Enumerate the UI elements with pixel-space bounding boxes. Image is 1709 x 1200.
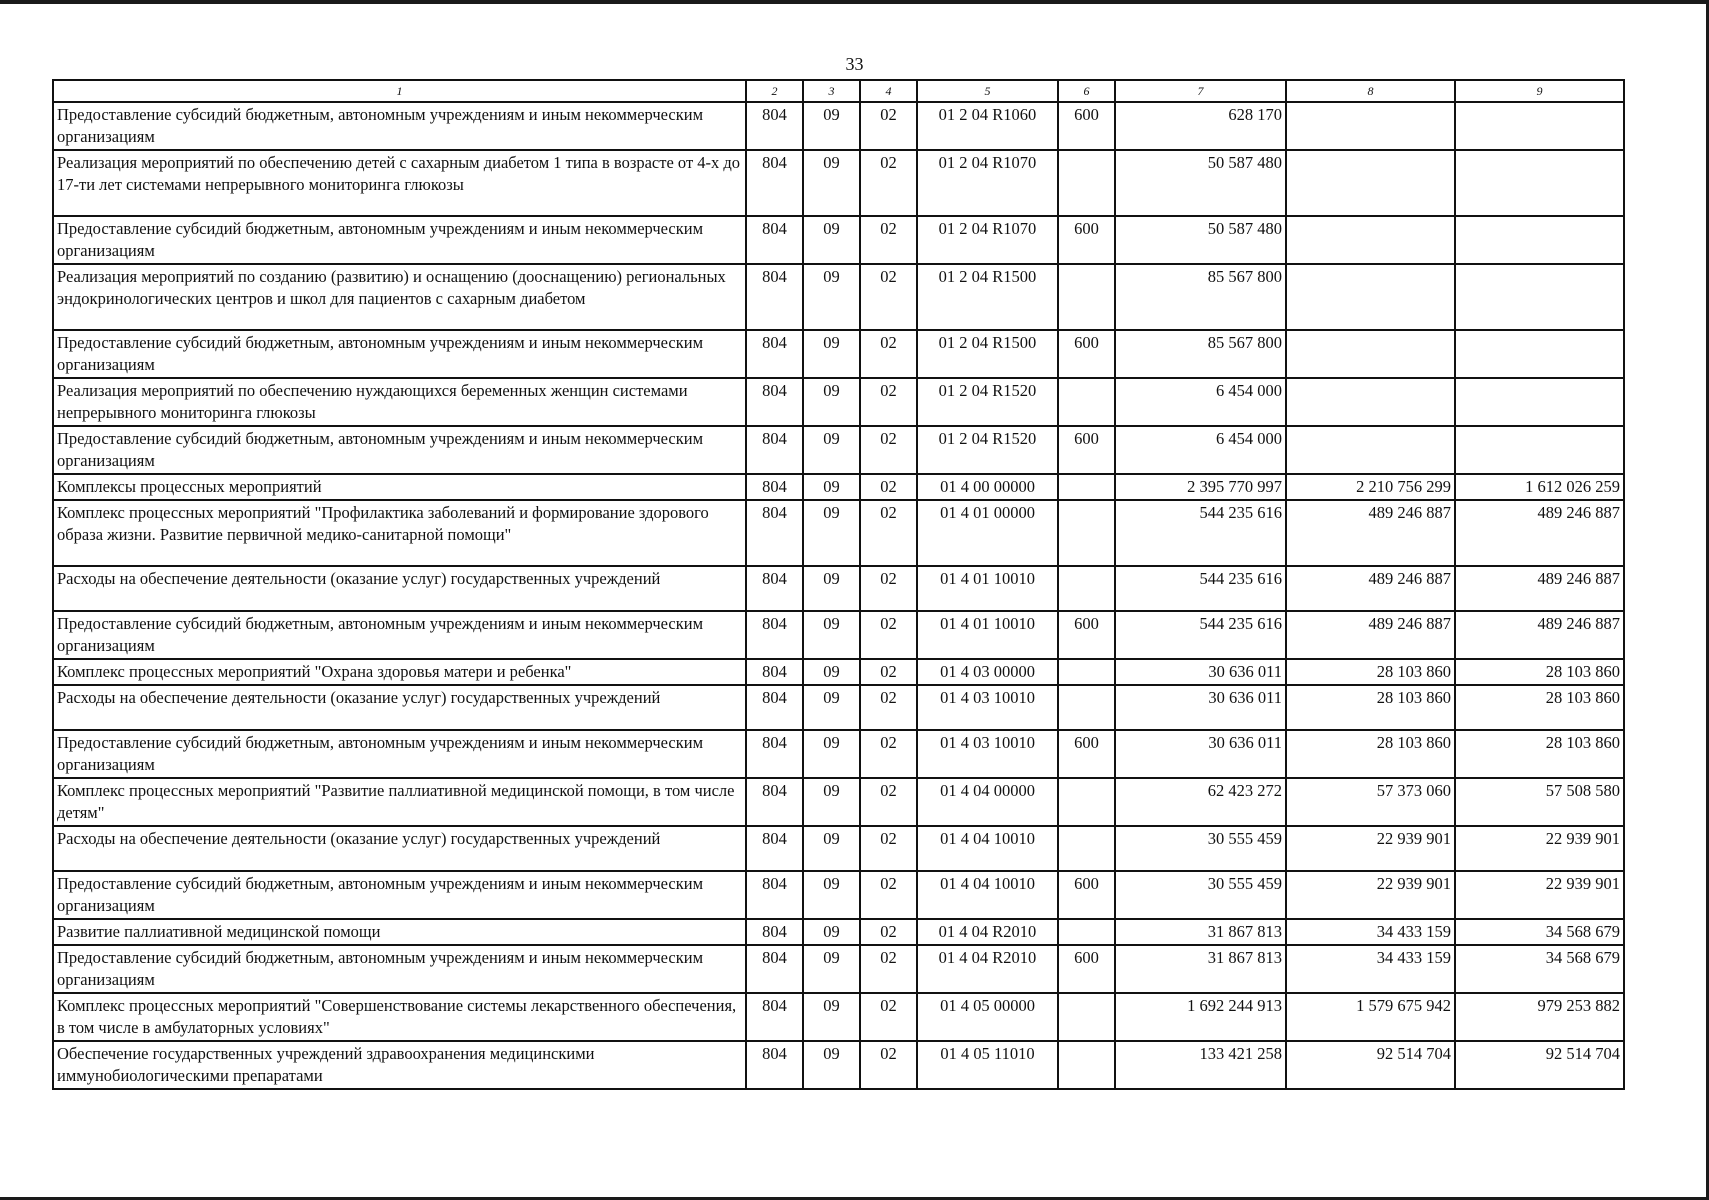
amount-year-3: 489 246 887 [1455,500,1624,566]
amount-year-3: 979 253 882 [1455,993,1624,1041]
expense-type-code [1058,150,1115,216]
amount-year-3: 489 246 887 [1455,611,1624,659]
expense-type-code [1058,500,1115,566]
ministry-code: 804 [746,919,803,945]
expense-type-code [1058,993,1115,1041]
budget-table [52,79,1625,1090]
target-article-code: 01 2 04 R1520 [917,378,1058,426]
amount-year-2: 28 103 860 [1286,659,1455,685]
target-article-code: 01 4 05 00000 [917,993,1058,1041]
expense-type-code [1058,264,1115,330]
section-code: 09 [803,330,860,378]
column-header: 4 [860,80,917,102]
expense-type-code [1058,474,1115,500]
target-article-code: 01 2 04 R1500 [917,264,1058,330]
table-row [53,474,1624,500]
row-name: Предоставление субсидий бюджетным, автономным учреждениям и иным некоммерческим организациям [53,426,746,474]
table-body [53,102,1624,1089]
row-name: Реализация мероприятий по обеспечению нуждающихся беременных женщин системами непрерывного мониторинга глюкозы [53,378,746,426]
amount-year-1: 2 395 770 997 [1115,474,1286,500]
amount-year-3: 57 508 580 [1455,778,1624,826]
target-article-code: 01 4 04 R2010 [917,945,1058,993]
subsection-code: 02 [860,500,917,566]
row-name: Предоставление субсидий бюджетным, автономным учреждениям и иным некоммерческим организациям [53,611,746,659]
row-name: Комплекс процессных мероприятий "Охрана здоровья матери и ребенка" [53,659,746,685]
expense-type-code: 600 [1058,216,1115,264]
subsection-code: 02 [860,778,917,826]
table-row [53,945,1624,993]
amount-year-2: 22 939 901 [1286,826,1455,871]
ministry-code: 804 [746,778,803,826]
expense-type-code: 600 [1058,871,1115,919]
expense-type-code: 600 [1058,730,1115,778]
row-name: Предоставление субсидий бюджетным, автономным учреждениям и иным некоммерческим организациям [53,330,746,378]
amount-year-3: 92 514 704 [1455,1041,1624,1089]
subsection-code: 02 [860,826,917,871]
amount-year-1: 544 235 616 [1115,566,1286,611]
ministry-code: 804 [746,1041,803,1089]
amount-year-1: 85 567 800 [1115,264,1286,330]
subsection-code: 02 [860,730,917,778]
target-article-code: 01 4 01 10010 [917,611,1058,659]
amount-year-3: 28 103 860 [1455,730,1624,778]
expense-type-code [1058,685,1115,730]
amount-year-3: 489 246 887 [1455,566,1624,611]
target-article-code: 01 4 00 00000 [917,474,1058,500]
ministry-code: 804 [746,945,803,993]
ministry-code: 804 [746,826,803,871]
section-code: 09 [803,150,860,216]
section-code: 09 [803,659,860,685]
ministry-code: 804 [746,102,803,150]
table-row [53,150,1624,216]
section-code: 09 [803,474,860,500]
table-row [53,871,1624,919]
section-code: 09 [803,993,860,1041]
subsection-code: 02 [860,426,917,474]
target-article-code: 01 4 04 R2010 [917,919,1058,945]
amount-year-3: 1 612 026 259 [1455,474,1624,500]
table-row [53,993,1624,1041]
subsection-code: 02 [860,659,917,685]
ministry-code: 804 [746,150,803,216]
ministry-code: 804 [746,474,803,500]
amount-year-1: 85 567 800 [1115,330,1286,378]
table-row [53,730,1624,778]
ministry-code: 804 [746,993,803,1041]
table-row [53,378,1624,426]
amount-year-3 [1455,330,1624,378]
amount-year-3 [1455,102,1624,150]
amount-year-3 [1455,150,1624,216]
column-header: 6 [1058,80,1115,102]
amount-year-1: 544 235 616 [1115,611,1286,659]
amount-year-3: 28 103 860 [1455,685,1624,730]
ministry-code: 804 [746,330,803,378]
table-row [53,919,1624,945]
row-name: Развитие паллиативной медицинской помощи [53,919,746,945]
table-row [53,826,1624,871]
subsection-code: 02 [860,1041,917,1089]
section-code: 09 [803,102,860,150]
expense-type-code [1058,778,1115,826]
row-name: Предоставление субсидий бюджетным, автономным учреждениям и иным некоммерческим организациям [53,102,746,150]
row-name: Комплексы процессных мероприятий [53,474,746,500]
amount-year-1: 30 636 011 [1115,730,1286,778]
amount-year-3 [1455,264,1624,330]
expense-type-code [1058,378,1115,426]
amount-year-2: 489 246 887 [1286,611,1455,659]
amount-year-2 [1286,330,1455,378]
row-name: Расходы на обеспечение деятельности (оказание услуг) государственных учреждений [53,566,746,611]
amount-year-2: 489 246 887 [1286,500,1455,566]
target-article-code: 01 4 04 10010 [917,871,1058,919]
ministry-code: 804 [746,500,803,566]
table-row [53,778,1624,826]
amount-year-3: 22 939 901 [1455,826,1624,871]
column-header: 8 [1286,80,1455,102]
target-article-code: 01 4 03 10010 [917,685,1058,730]
subsection-code: 02 [860,919,917,945]
section-code: 09 [803,685,860,730]
target-article-code: 01 4 03 10010 [917,730,1058,778]
expense-type-code: 600 [1058,945,1115,993]
ministry-code: 804 [746,216,803,264]
row-name: Реализация мероприятий по обеспечению детей с сахарным диабетом 1 типа в возрасте от 4-х до 17-ти лет системами непрерывного мониторинга глюкозы [53,150,746,216]
amount-year-2: 1 579 675 942 [1286,993,1455,1041]
amount-year-2: 57 373 060 [1286,778,1455,826]
subsection-code: 02 [860,611,917,659]
section-code: 09 [803,730,860,778]
amount-year-1: 30 636 011 [1115,685,1286,730]
amount-year-2 [1286,150,1455,216]
expense-type-code [1058,1041,1115,1089]
target-article-code: 01 2 04 R1070 [917,216,1058,264]
table-row [53,102,1624,150]
amount-year-1: 628 170 [1115,102,1286,150]
amount-year-3: 34 568 679 [1455,945,1624,993]
amount-year-1: 31 867 813 [1115,919,1286,945]
amount-year-3 [1455,378,1624,426]
ministry-code: 804 [746,566,803,611]
target-article-code: 01 2 04 R1060 [917,102,1058,150]
amount-year-1: 50 587 480 [1115,150,1286,216]
subsection-code: 02 [860,150,917,216]
table-row [53,566,1624,611]
subsection-code: 02 [860,993,917,1041]
amount-year-1: 30 555 459 [1115,826,1286,871]
expense-type-code: 600 [1058,611,1115,659]
row-name: Реализация мероприятий по созданию (развитию) и оснащению (дооснащению) региональных эндокринологических центров и школ для пациентов с сахарным диабетом [53,264,746,330]
amount-year-1: 62 423 272 [1115,778,1286,826]
amount-year-1: 31 867 813 [1115,945,1286,993]
column-header: 9 [1455,80,1624,102]
expense-type-code: 600 [1058,102,1115,150]
target-article-code: 01 4 01 00000 [917,500,1058,566]
subsection-code: 02 [860,216,917,264]
subsection-code: 02 [860,330,917,378]
table-row [53,611,1624,659]
amount-year-2: 28 103 860 [1286,730,1455,778]
column-header: 7 [1115,80,1286,102]
subsection-code: 02 [860,566,917,611]
expense-type-code: 600 [1058,330,1115,378]
table-row [53,264,1624,330]
section-code: 09 [803,778,860,826]
amount-year-2 [1286,216,1455,264]
subsection-code: 02 [860,378,917,426]
amount-year-2 [1286,102,1455,150]
row-name: Предоставление субсидий бюджетным, автономным учреждениям и иным некоммерческим организациям [53,871,746,919]
subsection-code: 02 [860,474,917,500]
row-name: Расходы на обеспечение деятельности (оказание услуг) государственных учреждений [53,685,746,730]
amount-year-2: 34 433 159 [1286,945,1455,993]
row-name: Комплекс процессных мероприятий "Совершенствование системы лекарственного обеспечения, в том числе в амбулаторных условиях" [53,993,746,1041]
amount-year-2 [1286,264,1455,330]
column-number-row [53,80,1624,102]
subsection-code: 02 [860,264,917,330]
section-code: 09 [803,378,860,426]
table-row [53,330,1624,378]
table-row [53,426,1624,474]
subsection-code: 02 [860,871,917,919]
amount-year-1: 133 421 258 [1115,1041,1286,1089]
scan-border-top [0,0,1709,4]
target-article-code: 01 4 03 00000 [917,659,1058,685]
amount-year-3: 34 568 679 [1455,919,1624,945]
expense-type-code: 600 [1058,426,1115,474]
ministry-code: 804 [746,659,803,685]
amount-year-1: 6 454 000 [1115,378,1286,426]
row-name: Предоставление субсидий бюджетным, автономным учреждениям и иным некоммерческим организациям [53,216,746,264]
amount-year-2: 34 433 159 [1286,919,1455,945]
target-article-code: 01 2 04 R1500 [917,330,1058,378]
section-code: 09 [803,426,860,474]
amount-year-3 [1455,216,1624,264]
amount-year-3: 28 103 860 [1455,659,1624,685]
ministry-code: 804 [746,611,803,659]
column-header: 5 [917,80,1058,102]
section-code: 09 [803,826,860,871]
row-name: Предоставление субсидий бюджетным, автономным учреждениям и иным некоммерческим организациям [53,730,746,778]
table-row [53,1041,1624,1089]
amount-year-1: 30 636 011 [1115,659,1286,685]
row-name: Обеспечение государственных учреждений здравоохранения медицинскими иммунобиологическими препаратами [53,1041,746,1089]
amount-year-2: 2 210 756 299 [1286,474,1455,500]
target-article-code: 01 4 05 11010 [917,1041,1058,1089]
amount-year-3 [1455,426,1624,474]
section-code: 09 [803,264,860,330]
ministry-code: 804 [746,685,803,730]
subsection-code: 02 [860,945,917,993]
target-article-code: 01 4 04 00000 [917,778,1058,826]
expense-type-code [1058,566,1115,611]
amount-year-1: 50 587 480 [1115,216,1286,264]
row-name: Комплекс процессных мероприятий "Профилактика заболеваний и формирование здорового образа жизни. Развитие первичной медико-санитарной помощи" [53,500,746,566]
table-row [53,500,1624,566]
page-number: 33 [845,54,864,74]
amount-year-2: 22 939 901 [1286,871,1455,919]
target-article-code: 01 2 04 R1520 [917,426,1058,474]
amount-year-1: 6 454 000 [1115,426,1286,474]
amount-year-2 [1286,378,1455,426]
expense-type-code [1058,826,1115,871]
expense-type-code [1058,659,1115,685]
section-code: 09 [803,500,860,566]
amount-year-3: 22 939 901 [1455,871,1624,919]
ministry-code: 804 [746,426,803,474]
amount-year-2: 28 103 860 [1286,685,1455,730]
section-code: 09 [803,945,860,993]
amount-year-1: 30 555 459 [1115,871,1286,919]
column-header: 2 [746,80,803,102]
expense-type-code [1058,919,1115,945]
ministry-code: 804 [746,871,803,919]
table-row [53,659,1624,685]
amount-year-1: 544 235 616 [1115,500,1286,566]
section-code: 09 [803,216,860,264]
amount-year-2: 489 246 887 [1286,566,1455,611]
amount-year-2: 92 514 704 [1286,1041,1455,1089]
section-code: 09 [803,1041,860,1089]
row-name: Комплекс процессных мероприятий "Развитие паллиативной медицинской помощи, в том числе детям" [53,778,746,826]
ministry-code: 804 [746,378,803,426]
ministry-code: 804 [746,730,803,778]
column-header: 1 [53,80,746,102]
column-header: 3 [803,80,860,102]
row-name: Предоставление субсидий бюджетным, автономным учреждениям и иным некоммерческим организациям [53,945,746,993]
amount-year-2 [1286,426,1455,474]
target-article-code: 01 2 04 R1070 [917,150,1058,216]
table-row [53,216,1624,264]
ministry-code: 804 [746,264,803,330]
row-name: Расходы на обеспечение деятельности (оказание услуг) государственных учреждений [53,826,746,871]
target-article-code: 01 4 01 10010 [917,566,1058,611]
table-row [53,685,1624,730]
section-code: 09 [803,611,860,659]
section-code: 09 [803,919,860,945]
target-article-code: 01 4 04 10010 [917,826,1058,871]
section-code: 09 [803,566,860,611]
section-code: 09 [803,871,860,919]
subsection-code: 02 [860,102,917,150]
amount-year-1: 1 692 244 913 [1115,993,1286,1041]
subsection-code: 02 [860,685,917,730]
